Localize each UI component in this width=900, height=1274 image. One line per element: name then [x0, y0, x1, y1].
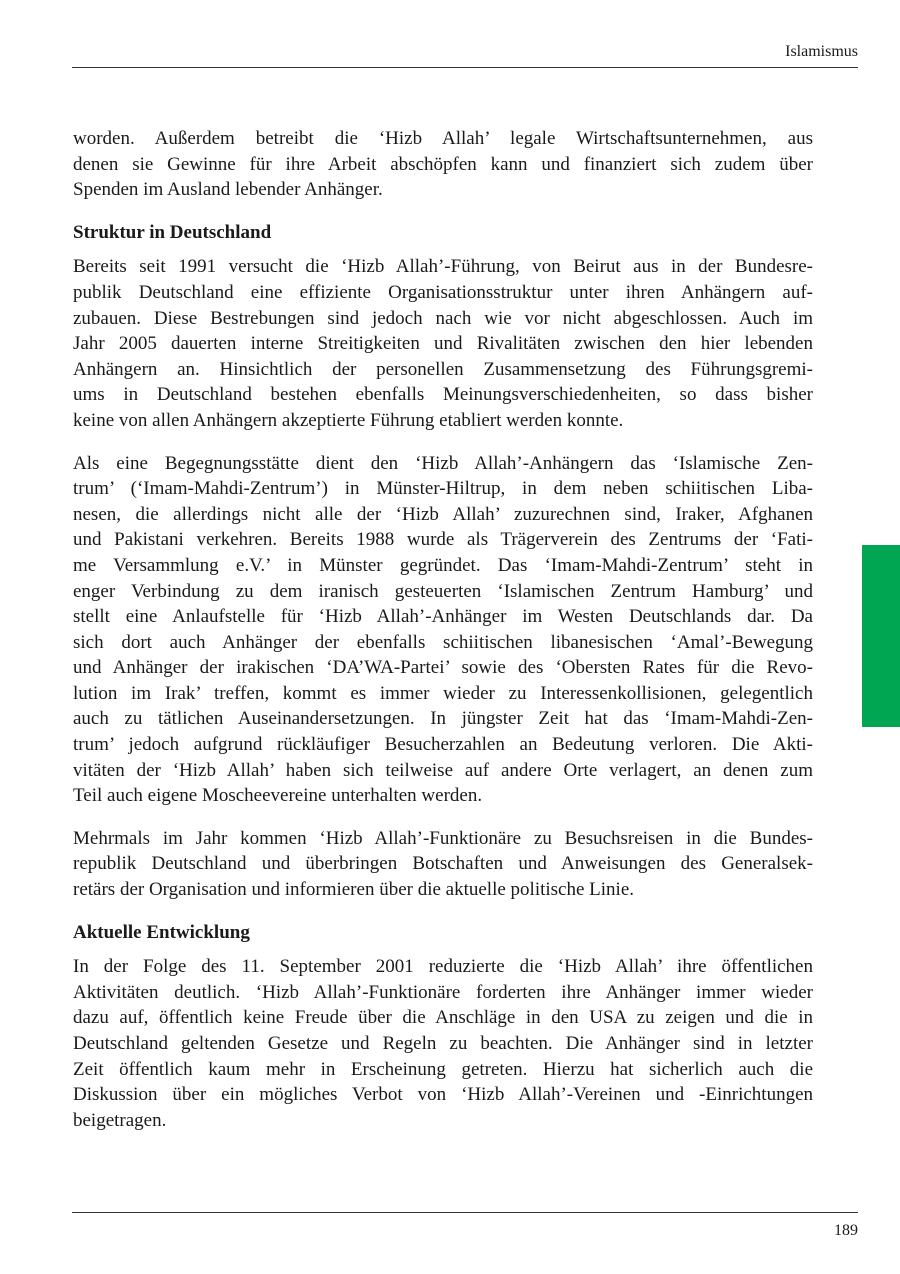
text-line: stellt eine Anlaufstelle für ‘Hizb Allah’-Anhänger im Westen Deutschlands dar. Da — [73, 606, 813, 628]
text-line: Mehrmals im Jahr kommen ‘Hizb Allah’-Funktionäre zu Besuchsreisen in die Bundes- — [73, 827, 813, 849]
text-line: Zeit öffentlich kaum mehr in Erscheinung getreten. Hierzu hat sicherlich auch die — [73, 1058, 813, 1080]
text-line: trum’ (‘Imam-Mahdi-Zentrum’) in Münster-Hiltrup, in dem neben schiitischen Liba- — [73, 478, 813, 500]
text-line: ums in Deutschland bestehen ebenfalls Meinungsverschiedenheiten, so dass bisher — [73, 384, 813, 406]
text-line: Spenden im Ausland lebender Anhänger. — [73, 179, 383, 201]
text-line: dazu auf, öffentlich keine Freude über die Anschläge in den USA zu zeigen und die in — [73, 1007, 813, 1029]
text-line: Jahr 2005 dauerten interne Streitigkeiten und Rivalitäten zwischen den hier lebenden — [73, 333, 813, 355]
chapter-tab-marker — [862, 545, 900, 727]
text-line: Deutschland geltenden Gesetze und Regeln zu beachten. Die Anhänger sind in letzter — [73, 1033, 813, 1054]
text-line: beigetragen. — [73, 1109, 167, 1131]
text-line: vitäten der ‘Hizb Allah’ haben sich teilweise auf andere Orte verlagert, an denen zum — [73, 759, 813, 781]
section-heading: Struktur in Deutschland — [73, 221, 272, 243]
text-line: auch zu tätlichen Auseinandersetzungen. In jüngster Zeit hat das ‘Imam-Mahdi-Zen- — [73, 708, 813, 730]
text-line: Aktivitäten deutlich. ‘Hizb Allah’-Funktionäre forderten ihre Anhänger immer wieder — [73, 981, 813, 1003]
text-line: zubauen. Diese Bestrebungen sind jedoch nach wie vor nicht abgeschlossen. Auch im — [73, 307, 813, 329]
text-line: Teil auch eigene Moscheevereine unterhalten werden. — [73, 785, 483, 807]
text-line: retärs der Organisation und informieren über die aktuelle politische Linie. — [73, 879, 635, 901]
body-paragraph — [73, 954, 813, 1133]
text-line: worden. Außerdem betreibt die ‘Hizb Allah’ legale Wirtschaftsunternehmen, aus — [73, 128, 813, 149]
body-paragraph — [73, 826, 813, 903]
running-header-title: Islamismus — [785, 43, 858, 60]
body-paragraph — [73, 451, 813, 809]
text-line: Anhängern an. Hinsichtlich der personellen Zusammensetzung des Führungsgremi- — [73, 358, 813, 380]
text-line: In der Folge des 11. September 2001 reduzierte die ‘Hizb Allah’ ihre öffentlichen — [73, 956, 813, 978]
text-line: Bereits seit 1991 versucht die ‘Hizb Allah’-Führung, von Beirut aus in der Bundesre- — [73, 256, 813, 278]
footer-rule — [72, 1212, 858, 1213]
page-body — [73, 126, 813, 1133]
page-number: 189 — [834, 1222, 858, 1239]
body-paragraph — [73, 254, 813, 433]
text-line: lution im Irak’ treffen, kommt es immer wieder zu Interessenkollisionen, gelegentlich — [73, 682, 813, 704]
text-line: republik Deutschland und überbringen Botschaften und Anweisungen des Generalsek- — [73, 853, 813, 875]
text-line: und Pakistani verkehren. Bereits 1988 wurde als Trägerverein des Zentrums der ‘Fati- — [73, 529, 813, 551]
text-line: keine von allen Anhängern akzeptierte Führung etabliert werden konnte. — [73, 409, 624, 431]
text-line: publik Deutschland eine effiziente Organisationsstruktur unter ihren Anhängern auf- — [73, 281, 813, 303]
text-line: und Anhänger der irakischen ‘DA’WA-Partei’ sowie des ‘Obersten Rates für die Revo- — [73, 657, 813, 679]
text-line: Diskussion über ein mögliches Verbot von ‘Hizb Allah’-Vereinen und -Einrichtungen — [73, 1084, 813, 1106]
body-paragraph — [73, 126, 813, 203]
text-line: trum’ jedoch aufgrund rückläufiger Besucherzahlen an Bedeutung verloren. Die Akti- — [73, 734, 813, 756]
header-rule — [72, 67, 858, 68]
text-line: denen sie Gewinne für ihre Arbeit abschöpfen kann und finanziert sich zudem über — [73, 153, 813, 175]
text-line: enger Verbindung zu dem iranisch gesteuerten ‘Islamischen Zentrum Hamburg’ und — [73, 580, 813, 602]
text-line: me Versammlung e.V.’ in Münster gegründet. Das ‘Imam-Mahdi-Zentrum’ steht in — [73, 554, 813, 576]
text-line: nesen, die allerdings nicht alle der ‘Hizb Allah’ zuzurechnen sind, Iraker, Afghanen — [73, 503, 813, 525]
text-line: sich dort auch Anhänger der ebenfalls schiitischen libanesischen ‘Amal’-Bewegung — [73, 631, 813, 653]
section-heading: Aktuelle Entwicklung — [73, 921, 250, 943]
text-line: Als eine Begegnungsstätte dient den ‘Hizb Allah’-Anhängern das ‘Islamische Zen- — [73, 452, 813, 474]
